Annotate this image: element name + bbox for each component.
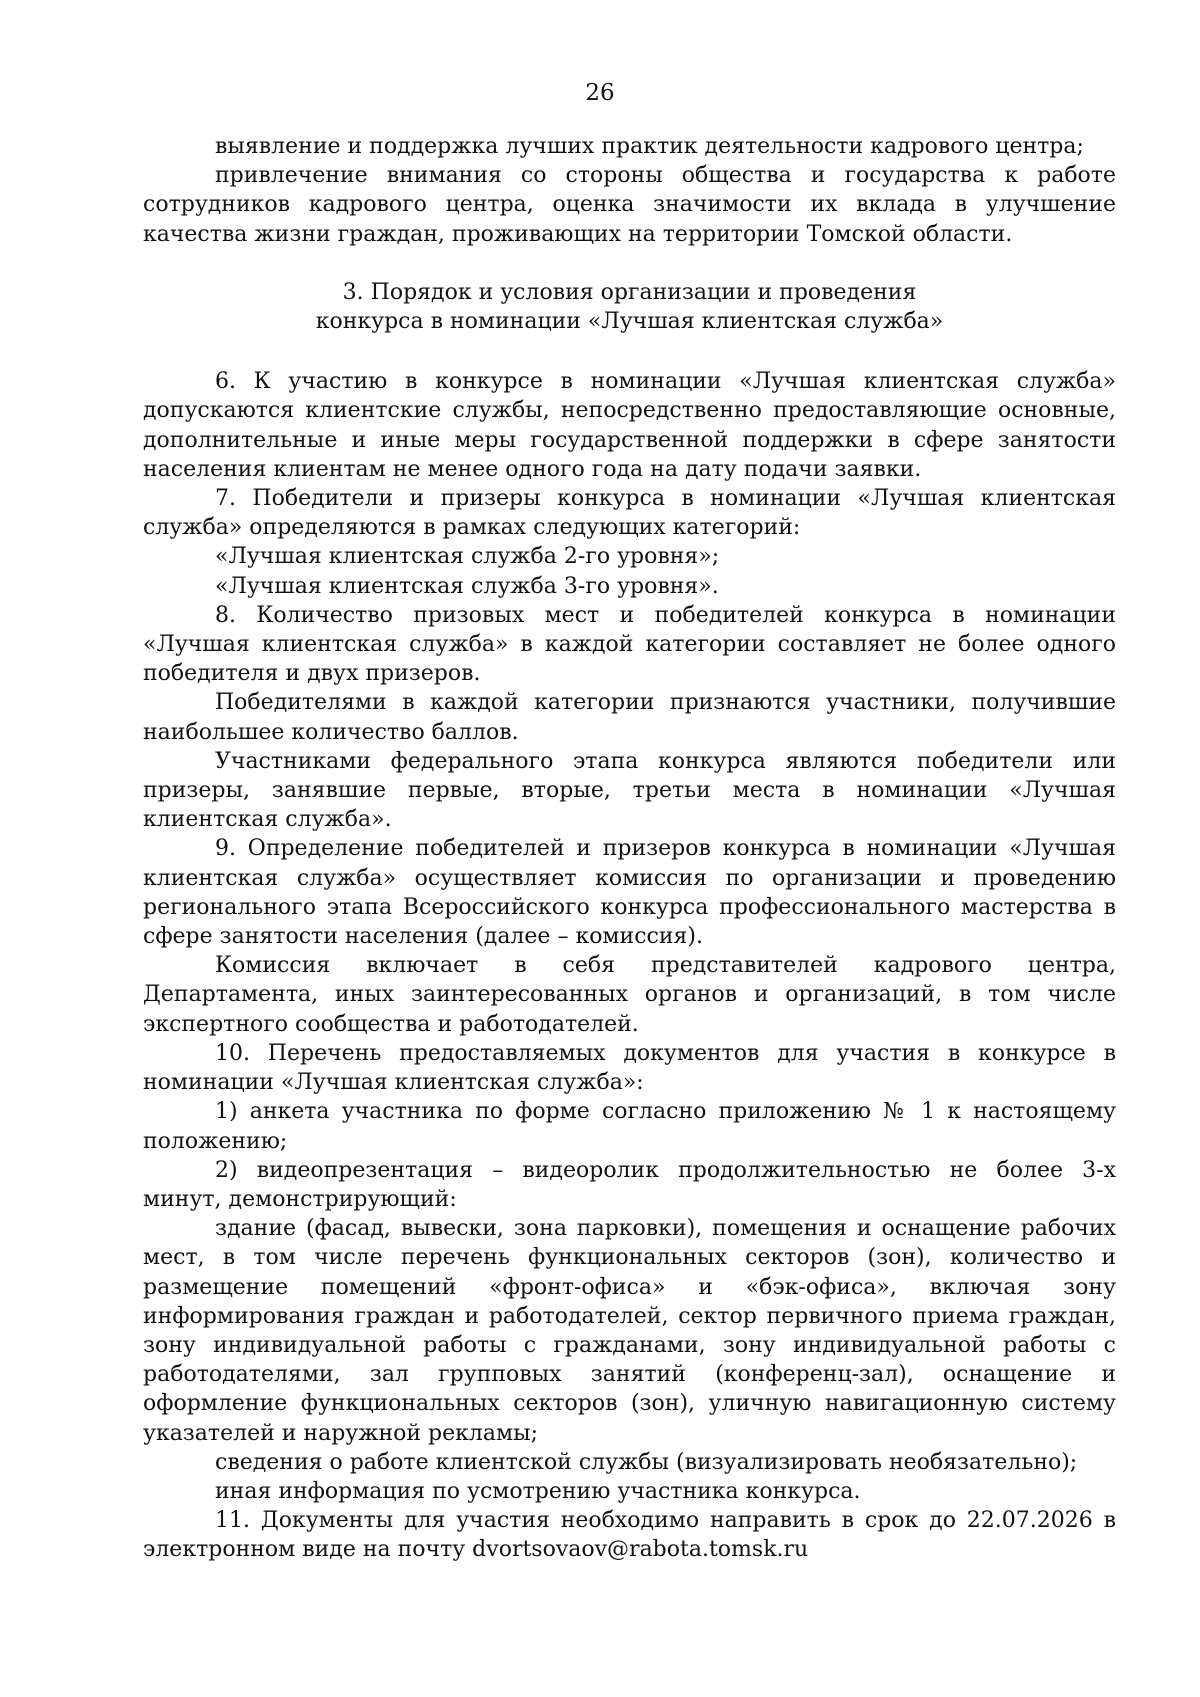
paragraph-commission-members: Комиссия включает в себя представителей кадрового центра, Департамента, иных заинтересованных органов и организаций, в том числе экспертного сообщества и работодателей.: [143, 953, 1116, 1037]
paragraph-video-content: здание (фасад, вывески, зона парковки), помещения и оснащение рабочих мест, в том числе перечень функциональных секторов (зон), количество и размещение помещений «фронт-офиса» и «бэк-офиса», включая зону информирования граждан и работодателей, сектор первичного приема граждан, зону индивидуальной работы с гражданами, зону индивидуальной работы с работодателями, зал групповых занятий (конференц-зал), оснащение и оформление функциональных секторов (зон), уличную навигационную систему указателей и наружной рекламы;: [143, 1216, 1116, 1446]
paragraph-9-commission: 9. Определение победителей и призеров конкурса в номинации «Лучшая клиентская служба» осуществляет комиссия по организации и проведению регионального этапа Всероссийского конкурса профессионального мастерства в сфере занятости населения (далее – комиссия).: [143, 836, 1116, 950]
paragraph-7-categories: 7. Победители и призеры конкурса в номинации «Лучшая клиентская служба» определяются в рамках следующих категорий:: [143, 486, 1116, 541]
intro-paragraph-2: привлечение внимания со стороны общества и государства к работе сотрудников кадрового центра, оценка значимости их вклада в улучшение качества жизни граждан, проживающих на территории Томской области.: [143, 163, 1116, 247]
page-number: 26: [585, 80, 615, 106]
paragraph-6-admission: 6. К участию в конкурсе в номинации «Лучшая клиентская служба» допускаются клиентские службы, непосредственно предоставляющие основные, дополнительные и иные меры государственной поддержки в сфере занятости населения клиентам не менее одного года на дату подачи заявки.: [143, 369, 1116, 482]
section-heading-line-2: конкурса в номинации «Лучшая клиентская служба»: [315, 309, 944, 335]
section-heading: [143, 278, 1116, 336]
document-body: [143, 132, 1116, 1565]
paragraph-10-documents: 10. Перечень предоставляемых документов для участия в конкурсе в номинации «Лучшая клиентская служба»:: [143, 1040, 1116, 1096]
paragraph-federal-stage: Участниками федерального этапа конкурса являются победители или призеры, занявшие первые, вторые, третьи места в номинации «Лучшая клиентская служба».: [143, 748, 1116, 833]
category-level-2: «Лучшая клиентская служба 2-го уровня»;: [215, 544, 720, 570]
paragraph-service-info: сведения о работе клиентской службы (визуализировать необязательно);: [215, 1449, 1078, 1475]
paragraph-8-prizes: 8. Количество призовых мест и победителей конкурса в номинации «Лучшая клиентская служба» в каждой категории составляет не более одного победителя и двух призеров.: [143, 602, 1116, 687]
paragraph-other-info: иная информация по усмотрению участника конкурса.: [215, 1478, 861, 1504]
list-item-questionnaire: 1) анкета участника по форме согласно приложению № 1 к настоящему положению;: [143, 1099, 1116, 1154]
paragraph-11-deadline: 11. Документы для участия необходимо направить в срок до 22.07.2026 в электронном виде на почту dvortsovaov@rabota.tomsk.ru: [143, 1508, 1116, 1563]
intro-paragraph-1: выявление и поддержка лучших практик деятельности кадрового центра;: [215, 134, 1084, 159]
section-heading-line-1: 3. Порядок и условия организации и проведения: [342, 279, 917, 305]
category-level-3: «Лучшая клиентская служба 3-го уровня».: [215, 573, 719, 599]
list-item-video: 2) видеопрезентация – видеоролик продолжительностью не более 3-х минут, демонстрирующий:: [143, 1157, 1116, 1212]
paragraph-winners: Победителями в каждой категории признаются участники, получившие наибольшее количество баллов.: [143, 690, 1116, 745]
